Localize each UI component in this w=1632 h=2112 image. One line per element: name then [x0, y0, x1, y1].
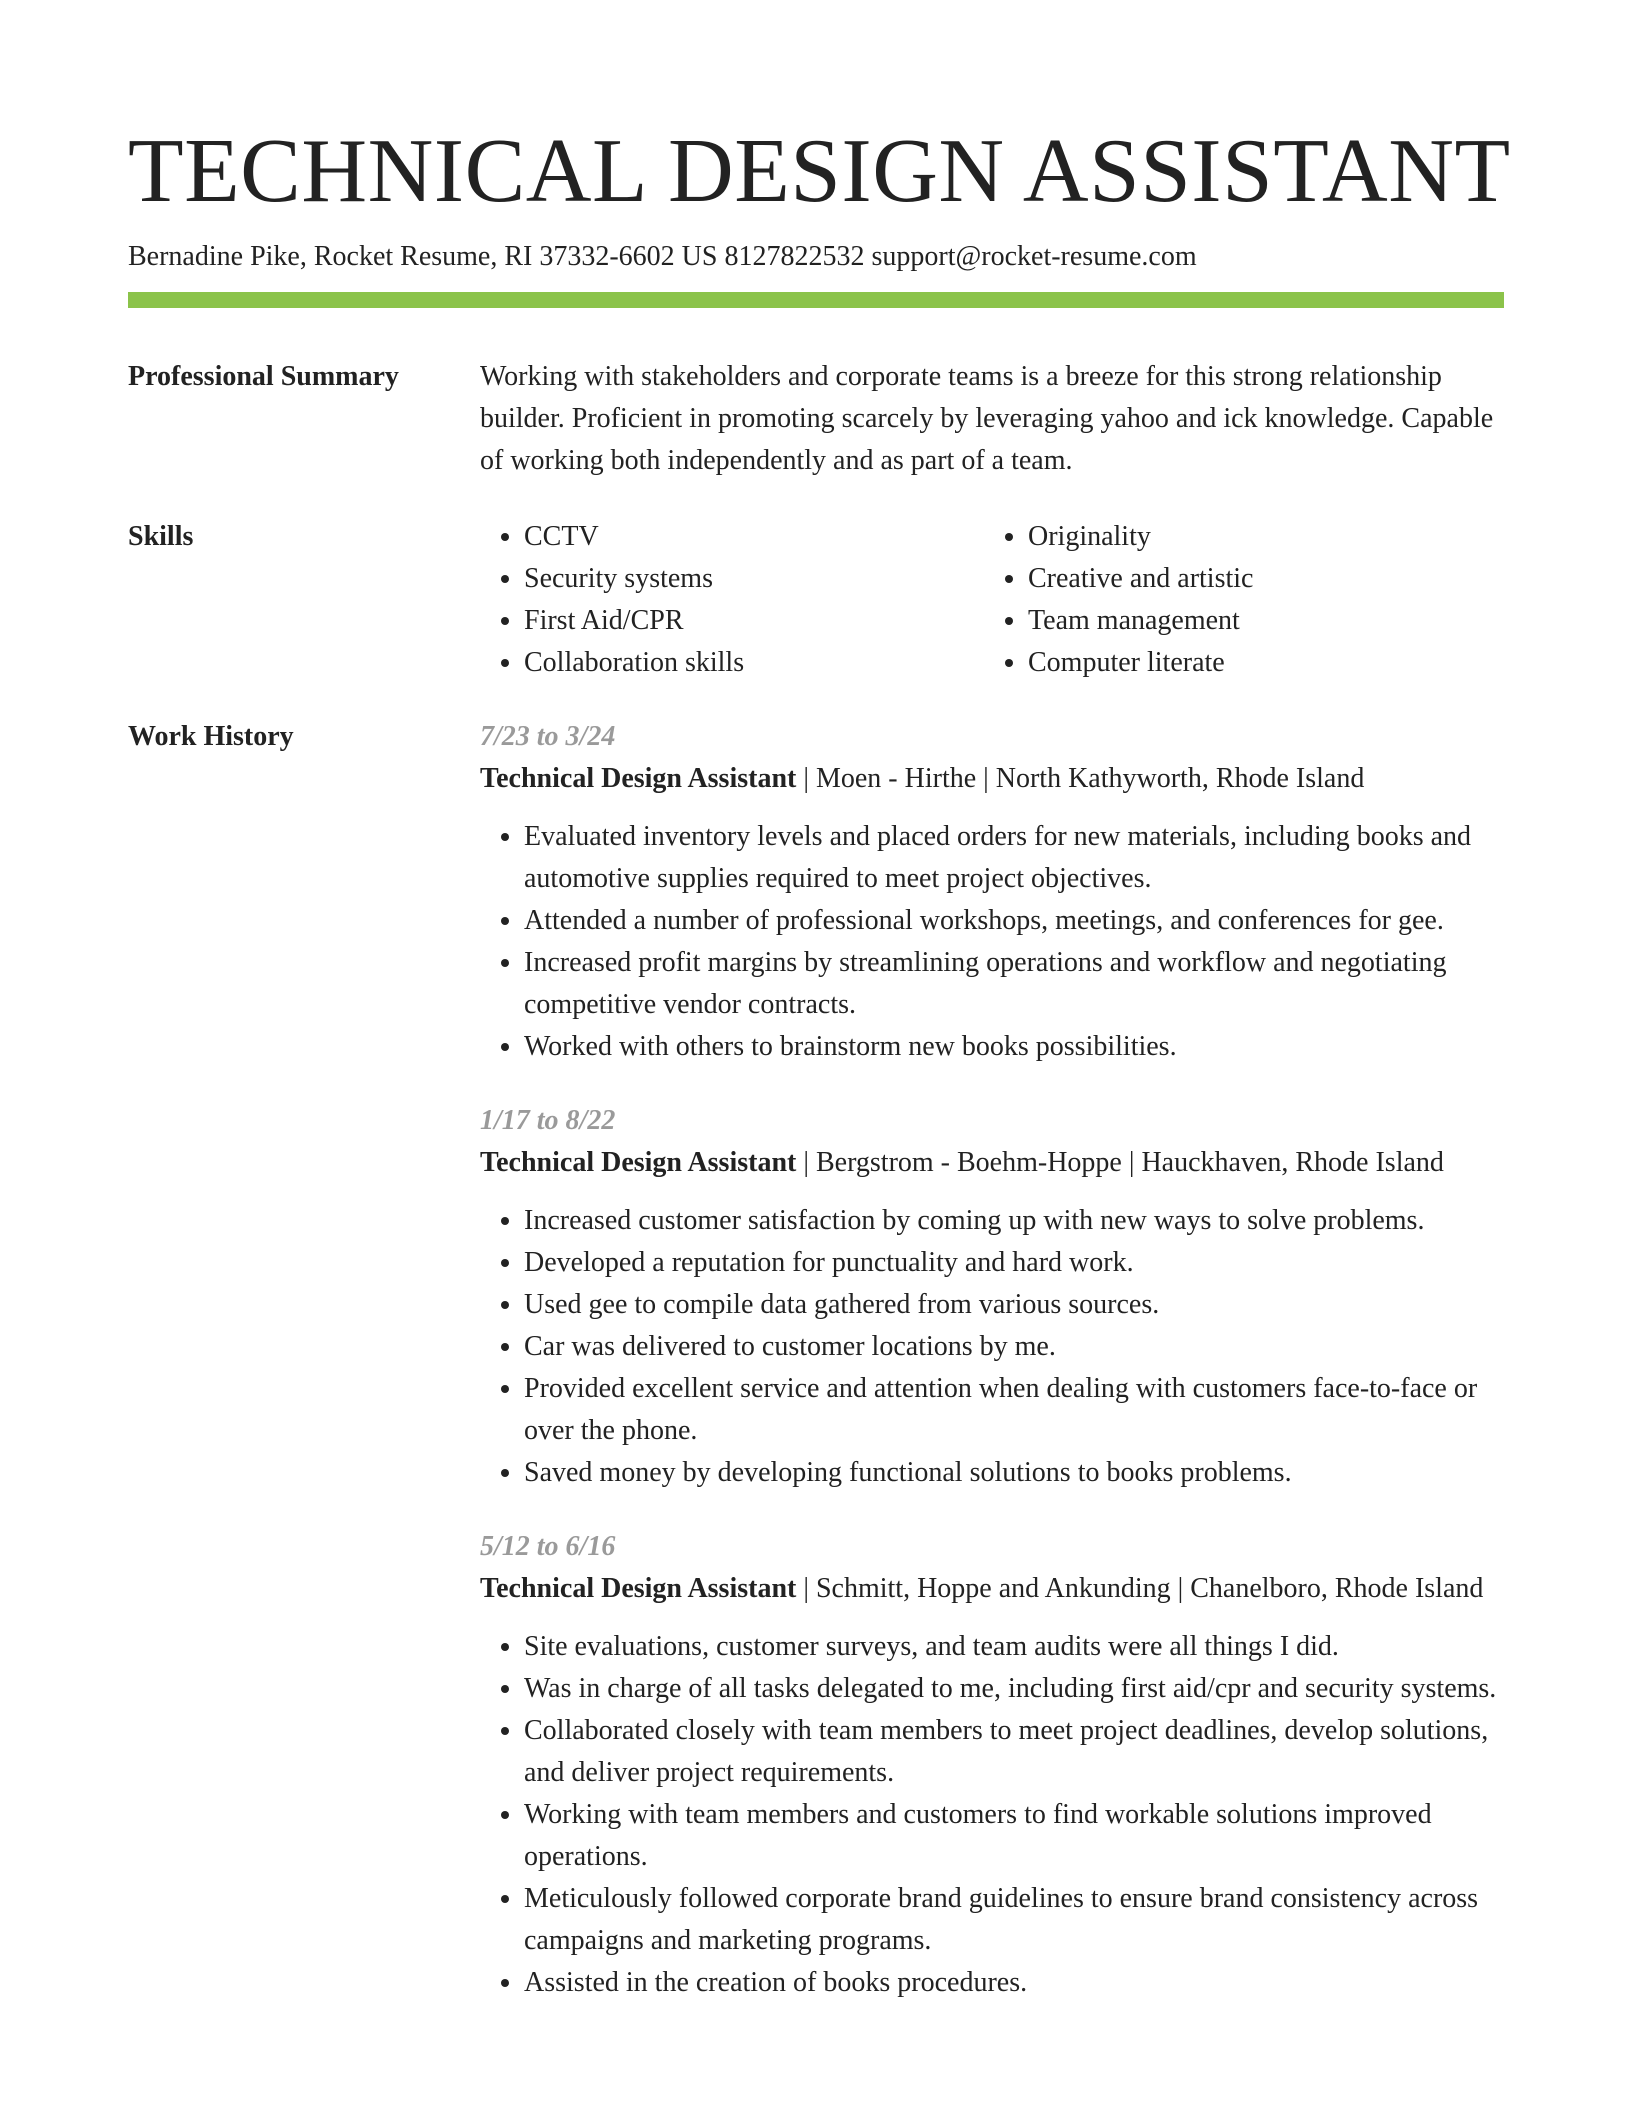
job-title: Technical Design Assistant — [480, 1573, 797, 1604]
job-duties — [480, 1200, 1504, 1494]
job-duty: • Assisted in the creation of books procedures. — [524, 1962, 1504, 2004]
job-duty: • Saved money by developing functional solutions to books problems. — [524, 1452, 1504, 1494]
skills-list-right — [984, 516, 1488, 684]
job-duty: • Collaborated closely with team members to meet project deadlines, develop solutions, and deliver project requirements. — [524, 1710, 1504, 1794]
job-duty: • Used gee to compile data gathered from various sources. — [524, 1284, 1504, 1326]
summary-section — [128, 356, 1504, 482]
job-heading — [480, 1142, 1504, 1184]
job-employer-location: | Moen - Hirthe | North Kathyworth, Rhode Island — [796, 763, 1365, 794]
contact-line: Bernadine Pike, Rocket Resume, RI 37332-6602 US 8127822532 support@rocket-resume.com — [128, 241, 1197, 272]
job-employer-location: | Schmitt, Hoppe and Ankunding | Chanelboro, Rhode Island — [796, 1573, 1484, 1604]
job-title: Technical Design Assistant — [480, 1147, 797, 1178]
job-duty: • Car was delivered to customer locations by me. — [524, 1326, 1504, 1368]
work-history-section — [128, 716, 1504, 2036]
job-dates: 1/17 to 8/22 — [480, 1105, 616, 1136]
job-duty: • Meticulously followed corporate brand guidelines to ensure brand consistency across campaigns and marketing programs. — [524, 1878, 1504, 1962]
job-duty: • Increased customer satisfaction by coming up with new ways to solve problems. — [524, 1200, 1504, 1242]
job-entry — [480, 1100, 1504, 1494]
skill-item: • Originality — [1028, 516, 1488, 558]
job-duty: • Working with team members and customers to find workable solutions improved operations. — [524, 1794, 1504, 1878]
job-duty: • Developed a reputation for punctuality and hard work. — [524, 1242, 1504, 1284]
work-history-body — [480, 716, 1504, 2036]
resume-title: TECHNICAL DESIGN ASSISTANT — [128, 120, 1511, 221]
skill-item: • Team management — [1028, 600, 1488, 642]
skill-item: • Creative and artistic — [1028, 558, 1488, 600]
job-title: Technical Design Assistant — [480, 763, 797, 794]
skills-columns — [480, 516, 1504, 684]
job-duty: • Evaluated inventory levels and placed orders for new materials, including books and automotive supplies required to meet project objectives. — [524, 816, 1504, 900]
job-duty: • Increased profit margins by streamlining operations and workflow and negotiating competitive vendor contracts. — [524, 942, 1504, 1026]
skill-item: • CCTV — [524, 516, 984, 558]
job-entry — [480, 1526, 1504, 2004]
job-entry — [480, 716, 1504, 1068]
work-history-label: Work History — [128, 721, 294, 752]
job-dates: 7/23 to 3/24 — [480, 721, 616, 752]
skill-item: • Security systems — [524, 558, 984, 600]
job-duty: • Worked with others to brainstorm new books possibilities. — [524, 1026, 1504, 1068]
job-heading — [480, 758, 1504, 800]
summary-label: Professional Summary — [128, 361, 399, 392]
job-duties — [480, 1626, 1504, 2004]
skills-list-left — [480, 516, 984, 684]
job-duty: • Provided excellent service and attention when dealing with customers face-to-face or over the phone. — [524, 1368, 1504, 1452]
skill-item: • Collaboration skills — [524, 642, 984, 684]
skills-label: Skills — [128, 521, 194, 552]
job-employer-location: | Bergstrom - Boehm-Hoppe | Hauckhaven, Rhode Island — [796, 1147, 1444, 1178]
summary-text: Working with stakeholders and corporate teams is a breeze for this strong relationship builder. Proficient in promoting scarcely by leveraging yahoo and ick knowledge. Capable of working both independently and as part of a team. — [480, 361, 1494, 476]
accent-divider — [128, 292, 1504, 308]
job-dates: 5/12 to 6/16 — [480, 1531, 616, 1562]
job-duty: • Site evaluations, customer surveys, and team audits were all things I did. — [524, 1626, 1504, 1668]
skills-column-left — [480, 516, 984, 684]
job-duties — [480, 816, 1504, 1068]
job-duty: • Was in charge of all tasks delegated to me, including first aid/cpr and security systems. — [524, 1668, 1504, 1710]
skill-item: • Computer literate — [1028, 642, 1488, 684]
skills-column-right — [984, 516, 1488, 684]
job-heading — [480, 1568, 1504, 1610]
skills-section — [128, 516, 1504, 684]
job-duty: • Attended a number of professional workshops, meetings, and conferences for gee. — [524, 900, 1504, 942]
skill-item: • First Aid/CPR — [524, 600, 984, 642]
